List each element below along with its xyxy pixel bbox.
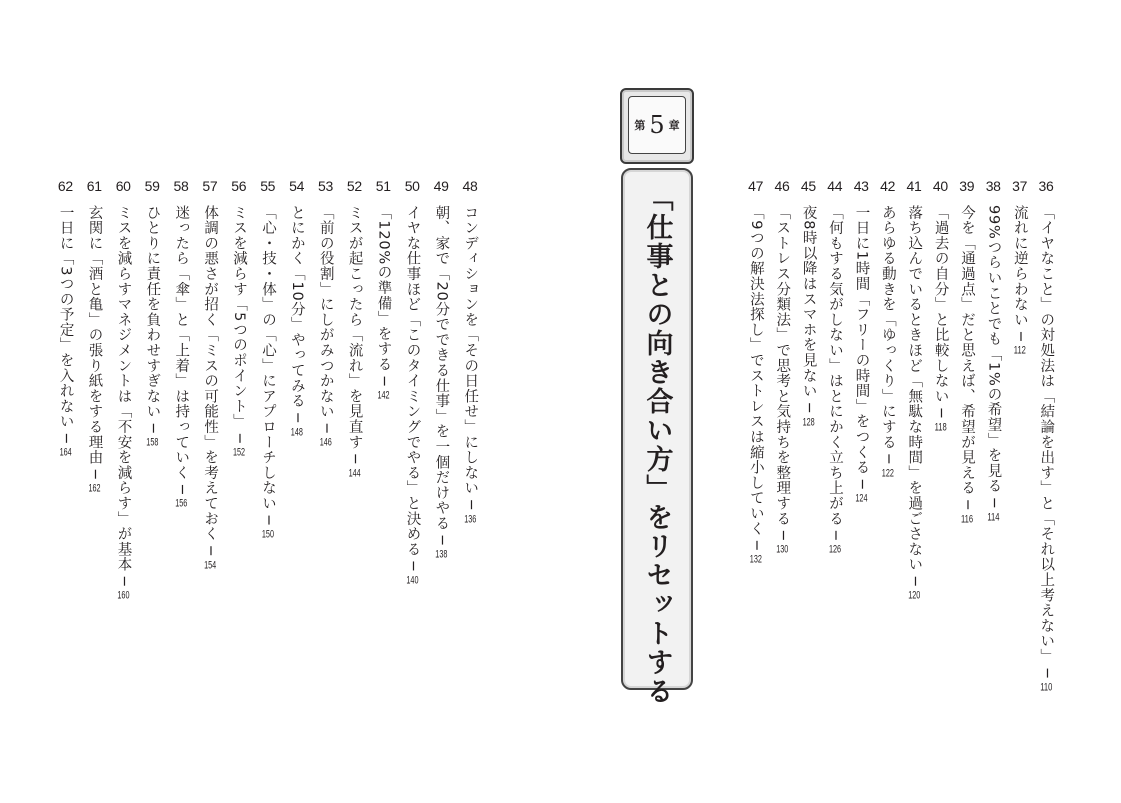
leader-dash: ─ — [86, 465, 103, 484]
toc-entry — [108, 178, 138, 698]
toc-entry — [846, 178, 876, 698]
toc-entry-title: 一日に1時間「フリーの時間」をつくる — [853, 205, 870, 476]
toc-entry-text — [1012, 205, 1027, 356]
toc-entry — [767, 178, 797, 698]
leader-dash: ─ — [462, 495, 479, 514]
toc-entry-number: 39 — [959, 178, 975, 194]
chapter-title-box — [621, 168, 693, 706]
leader-dash: ─ — [985, 493, 1002, 512]
toc-entry-title: 夜8時以降はスマホを見ない — [800, 205, 817, 399]
toc-entry-number: 53 — [318, 178, 333, 194]
leader-dash: ─ — [375, 372, 392, 391]
toc-entry — [137, 178, 167, 698]
right-page — [561, 0, 1121, 803]
toc-entry-page: 156 — [175, 498, 188, 510]
toc-entry-text — [854, 205, 869, 504]
toc-entry-title: 今を「通過点」だと思えば、希望が見える — [959, 205, 976, 496]
toc-entry-title: 「ストレス分類法」で思考と気持ちを整理する — [774, 205, 791, 527]
chapter-badge — [620, 88, 694, 164]
toc-entry-number: 54 — [289, 178, 305, 194]
toc-entry-title: 流れに逆らわない — [1011, 205, 1028, 328]
leader-dash: ─ — [932, 403, 949, 422]
toc-entry-page: 122 — [881, 467, 894, 479]
toc-entry-text — [289, 205, 304, 438]
leader-dash: ─ — [800, 398, 817, 417]
toc-entry-page: 140 — [406, 574, 419, 586]
toc-entry-number: 59 — [144, 178, 160, 194]
leader-dash: ─ — [1038, 664, 1055, 682]
toc-entry-number: 45 — [800, 178, 816, 194]
toc-entry-page: 118 — [934, 421, 947, 433]
chapter-number: 5 — [649, 111, 665, 139]
toc-entry-text — [880, 205, 895, 479]
toc-entry-text — [347, 205, 362, 479]
leader-dash: ─ — [231, 429, 248, 448]
toc-entry-text — [986, 205, 1001, 523]
toc-entry-title: ミスを減らす「5つのポイント」 — [231, 205, 248, 430]
toc-entry-text — [318, 205, 333, 448]
toc-entry-number: 52 — [346, 178, 362, 194]
toc-entry — [455, 178, 485, 698]
leader-dash: ─ — [959, 495, 976, 514]
toc-entry-title: 迷ったら「傘」と「上着」は持っていく — [173, 205, 190, 481]
toc-entry-page: 136 — [464, 513, 477, 525]
toc-entry — [195, 178, 225, 698]
toc-entry-number: 40 — [932, 178, 948, 194]
toc-entry-text — [232, 205, 247, 458]
toc-entry — [166, 178, 196, 698]
toc-entry-number: 56 — [231, 178, 247, 194]
toc-entry — [820, 178, 850, 698]
toc-entry-text — [907, 205, 922, 601]
toc-entry-number: 44 — [827, 178, 843, 194]
leader-dash: ─ — [404, 556, 421, 575]
toc-entry-text — [933, 205, 948, 433]
toc-entry-page: 112 — [1013, 345, 1026, 357]
toc-entry-page: 138 — [435, 549, 448, 561]
toc-entry-page: 128 — [802, 416, 815, 428]
toc-entry-page: 124 — [855, 493, 868, 505]
leader-dash: ─ — [144, 419, 161, 438]
toc-entry-page: 148 — [290, 426, 303, 438]
leader-dash: ─ — [879, 449, 896, 468]
toc-entry — [282, 178, 312, 698]
toc-entry-title: 「前の役割」にしがみつかない — [317, 205, 334, 420]
toc-entry-number: 43 — [853, 178, 869, 194]
leader-dash: ─ — [259, 511, 276, 529]
toc-entry-number: 46 — [774, 178, 790, 194]
leader-dash: ─ — [827, 526, 844, 545]
toc-entry-title: 「イヤなこと」の対処法は「結論を出す」と「それ以上考えない」 — [1038, 205, 1055, 664]
toc-entry — [899, 178, 929, 698]
toc-entry — [1031, 178, 1061, 698]
toc-entry-text — [463, 205, 478, 525]
toc-entry-title: 「9つの解決法探し」でストレスは縮小していく — [747, 205, 764, 537]
toc-entry-number: 42 — [880, 178, 896, 194]
toc-entry-text — [376, 205, 391, 401]
toc-entry-title: 朝、家で「20分でできる仕事」を一個だけやる — [433, 205, 450, 532]
leader-dash: ─ — [202, 541, 219, 560]
toc-entry-page: 152 — [233, 447, 246, 459]
leader-dash: ─ — [906, 572, 923, 591]
toc-entry-title: 「何もする気がしない」はとにかく立ち上がる — [827, 205, 844, 527]
toc-entry-page: 164 — [59, 447, 72, 459]
leader-dash: ─ — [853, 475, 870, 494]
toc-entry-text — [1039, 205, 1054, 693]
toc-entry-text — [116, 205, 131, 601]
toc-entry-text — [801, 205, 816, 428]
toc-entry-page: 132 — [749, 554, 762, 566]
toc-entry-number: 58 — [173, 178, 189, 194]
toc-entry-page: 154 — [204, 559, 217, 571]
toc-entry-title: 体調の悪さが招く「ミスの可能性」を考えておく — [202, 205, 219, 542]
toc-entry-number: 47 — [748, 178, 764, 194]
toc-entry-text — [434, 205, 449, 560]
leader-dash: ─ — [317, 419, 334, 438]
left-page — [0, 0, 560, 803]
toc-entry-title: イヤな仕事ほど「このタイミングでやる」と決める — [404, 205, 421, 557]
toc-entry-title: とにかく「10分」やってみる — [288, 205, 305, 409]
toc-entry-title: 玄関に「酒と亀」の張り紙をする理由 — [86, 205, 103, 466]
toc-entry-page: 114 — [987, 511, 1000, 523]
toc-entry-page: 162 — [88, 483, 101, 495]
leader-dash: ─ — [115, 572, 132, 591]
toc-entry-page: 120 — [908, 590, 921, 602]
chapter-title: 「仕事との向き合い方」をリセットする — [641, 184, 673, 706]
toc-entry-text — [960, 205, 975, 525]
toc-entry-text — [828, 205, 843, 555]
toc-entry — [925, 178, 955, 698]
toc-entry-text — [203, 205, 218, 571]
toc-entry — [1005, 178, 1035, 698]
toc-entry — [253, 178, 283, 698]
toc-entry — [952, 178, 982, 698]
leader-dash: ─ — [173, 480, 190, 499]
toc-entry-number: 60 — [115, 178, 131, 194]
toc-entry-text — [58, 205, 73, 458]
toc-entry-title: 落ち込んでいるときほど「無駄な時間」を過ごさない — [906, 205, 923, 573]
toc-entry-page: 110 — [1040, 681, 1053, 693]
toc-entry-page: 146 — [319, 437, 332, 449]
toc-entry-number: 55 — [260, 178, 276, 194]
toc-entry-text — [260, 205, 275, 540]
leader-dash: ─ — [288, 408, 305, 427]
toc-entry-number: 49 — [433, 178, 449, 194]
toc-entry-title: 99%つらいことでも「1%の希望」を見る — [985, 205, 1002, 494]
leader-dash: ─ — [774, 526, 791, 545]
leader-dash: ─ — [346, 449, 363, 468]
toc-entry-page: 126 — [829, 544, 842, 556]
toc-entry-text — [748, 205, 763, 565]
toc-entry — [793, 178, 823, 698]
toc-entry-number: 37 — [1012, 178, 1028, 194]
toc-entry — [978, 178, 1008, 698]
toc-entry — [741, 178, 771, 698]
toc-entry-text — [174, 205, 189, 509]
leader-dash: ─ — [747, 536, 764, 555]
toc-entry-title: 「心・技・体」の「心」にアプローチしない — [259, 205, 276, 511]
toc-entry-title: 一日に「3つの予定」を入れない — [57, 205, 74, 430]
toc-entry-number: 61 — [86, 178, 102, 194]
leader-dash: ─ — [433, 531, 450, 550]
toc-entry-title: あらゆる動きを「ゆっくり」にする — [879, 205, 896, 450]
toc-entry-title: ひとりに責任を負わせすぎない — [144, 205, 161, 420]
toc-entry-text — [87, 205, 102, 494]
toc-entry-page: 116 — [961, 513, 974, 525]
toc-entry-page: 130 — [776, 544, 789, 556]
toc-entry-title: 「過去の自分」と比較しない — [932, 205, 949, 404]
toc-entry — [368, 178, 398, 698]
leader-dash: ─ — [1011, 327, 1028, 346]
chapter-badge-inner — [628, 96, 686, 154]
toc-entry-page: 142 — [377, 390, 390, 402]
toc-entry-page: 150 — [261, 528, 274, 540]
toc-entry — [873, 178, 903, 698]
chapter-suffix: 章 — [668, 119, 680, 132]
toc-entry — [79, 178, 109, 698]
toc-entry — [426, 178, 456, 698]
toc-entry-page: 158 — [146, 437, 159, 449]
toc-entry-number: 51 — [375, 178, 391, 194]
toc-entry-number: 36 — [1038, 178, 1054, 194]
toc-entry-page: 160 — [117, 590, 130, 602]
toc-entry-title: コンディションを「その日任せ」にしない — [462, 205, 479, 496]
toc-entry — [339, 178, 369, 698]
toc-entry-number: 57 — [202, 178, 218, 194]
toc-entry-text — [145, 205, 160, 448]
toc-entry-number: 50 — [404, 178, 420, 194]
toc-entry-title: ミスが起こったら「流れ」を見直す — [346, 205, 363, 450]
toc-entry — [311, 178, 341, 698]
toc-entry-text — [775, 205, 790, 555]
toc-entry — [397, 178, 427, 698]
toc-entry-number: 41 — [906, 178, 922, 194]
toc-entry-text — [405, 205, 420, 586]
leader-dash: ─ — [57, 429, 74, 448]
toc-entry — [50, 178, 80, 698]
toc-entry-title: 「120%の準備」をする — [375, 205, 392, 373]
toc-entry — [224, 178, 254, 698]
toc-entry-title: ミスを減らすマネジメントは「不安を減らす」が基本 — [115, 205, 132, 573]
chapter-prefix: 第 — [634, 119, 646, 132]
toc-entry-page: 144 — [348, 467, 361, 479]
toc-entry-number: 62 — [57, 178, 73, 194]
toc-entry-number: 38 — [985, 178, 1001, 194]
toc-entry-number: 48 — [462, 178, 478, 194]
